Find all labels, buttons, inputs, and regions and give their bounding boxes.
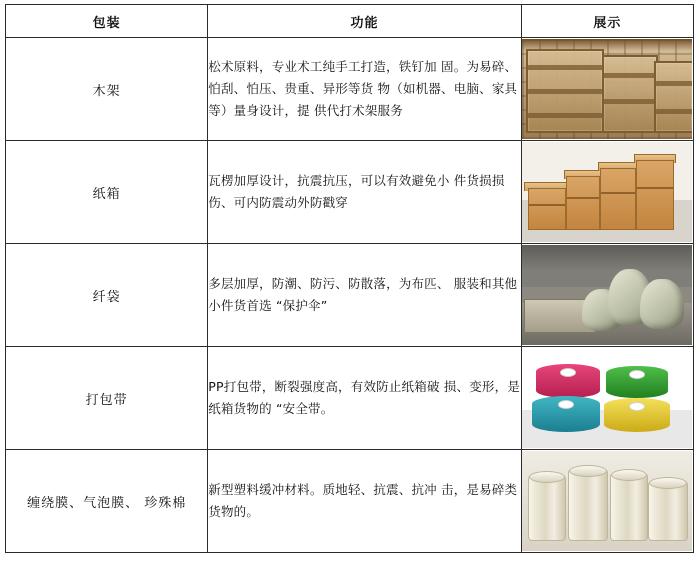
packaging-options-table [5, 4, 694, 553]
cell-display-image [521, 347, 693, 450]
cell-package-name: 纤袋 [6, 244, 208, 347]
cell-function-text: 松术原料，专业术工纯手工打造，铁钉加 固。为易碎、怕刮、怕压、贵重、异形等货 物（如机器、电脑、家具等）量身设计，提 供代打术架服务 [208, 38, 521, 141]
table-row [6, 38, 694, 141]
table-body [6, 38, 694, 553]
table-row [6, 141, 694, 244]
cell-function-text: PP打包带，断裂强度高，有效防止纸箱破 损、变形，是纸箱货物的 “安全带。 [208, 347, 521, 450]
table-row [6, 244, 694, 347]
column-header-display: 展示 [521, 5, 693, 38]
table-header-row [6, 5, 694, 38]
strapping-rolls-photo [522, 348, 692, 448]
column-header-function: 功能 [208, 5, 521, 38]
cell-function-text: 多层加厚，防潮、防污、防散落，为布匹、 服装和其他小件货首选 “保护伞” [208, 244, 521, 347]
cell-display-image [521, 450, 693, 553]
column-header-package: 包装 [6, 5, 208, 38]
carton-boxes-photo [522, 142, 692, 242]
table-row [6, 347, 694, 450]
wooden-crates-photo [522, 39, 692, 139]
cell-display-image [521, 38, 693, 141]
cell-package-name: 木架 [6, 38, 208, 141]
cell-function-text: 瓦楞加厚设计，抗震抗压，可以有效避免小 件货损损伤、可内防震动外防戳穿 [208, 141, 521, 244]
cell-function-text: 新型塑料缓冲材料。质地轻、抗震、抗冲 击，是易碎类货物的。 [208, 450, 521, 553]
cell-display-image [521, 141, 693, 244]
cell-package-name: 打包带 [6, 347, 208, 450]
table-header [6, 5, 694, 38]
cell-display-image [521, 244, 693, 347]
packaging-table-document [0, 4, 699, 574]
cell-package-name: 缠绕膜、气泡膜、 珍殊棉 [6, 450, 208, 553]
cell-package-name: 纸箱 [6, 141, 208, 244]
table-row [6, 450, 694, 553]
woven-bags-photo [522, 245, 692, 345]
stretch-film-rolls-photo [522, 451, 692, 551]
